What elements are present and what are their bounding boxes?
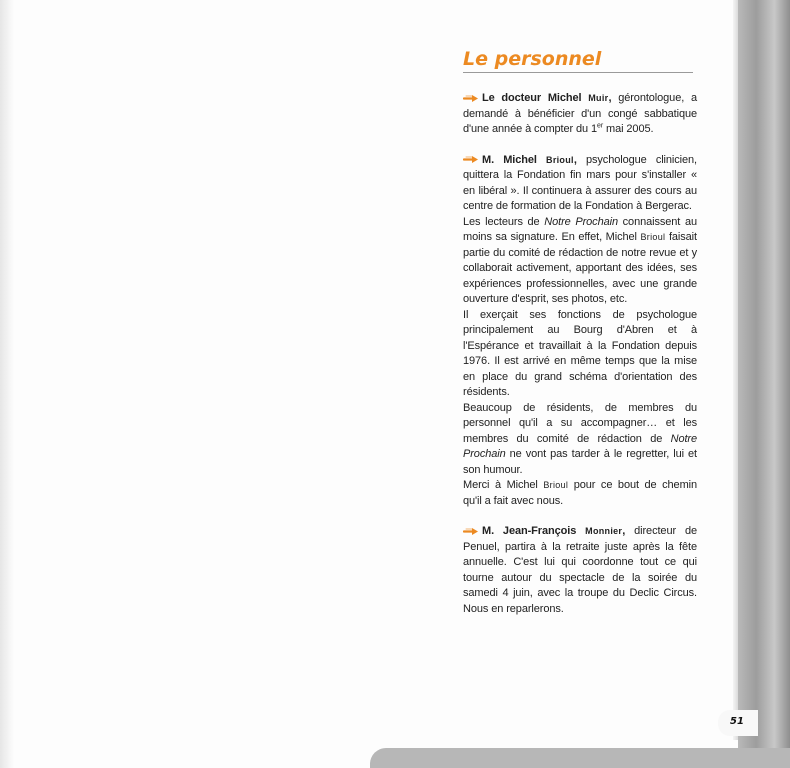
text-run: connaissent au moins sa signature. En effet, Michel (463, 215, 697, 243)
page-gutter-shadow (0, 0, 14, 768)
paragraph-thanks (463, 478, 697, 509)
magazine-title: Notre Prochain (463, 432, 697, 460)
article-column (463, 46, 697, 617)
section-heading: Le personnel (463, 48, 602, 70)
text-run: Merci à Michel (463, 479, 544, 491)
entry-text: gérontologue, a demandé à bénéficier d'un congé sabbatique d'une année à compter du 1 (463, 92, 697, 135)
paragraph-readers (463, 215, 697, 308)
paragraph-career: Il exerçait ses fonctions de psychologue principalement au Bourg d'Abren et à l'Espérance et travaillait à la Fondation depuis 1976. Il est arrivé en même temps que la mise en place du grand schéma d'orientation des résidents. (463, 308, 697, 398)
staff-entry-muir (463, 91, 697, 138)
staff-name: M. Jean-François (482, 525, 577, 537)
entry-text: directeur de Penuel, partira à la retraite juste après la fête annuelle. C'est lui qui coordonne tout ce qui tourne autour du spectacle de la soirée du samedi 4 juin, avec la troupe du Declic Circus. Nous en reparlerons. (463, 525, 697, 615)
text-run: Les lecteurs de (463, 215, 545, 228)
binding-strip (738, 0, 790, 768)
staff-surname: Monnier (585, 526, 623, 536)
name-comma: , (608, 92, 612, 104)
entry-text: psychologue clinicien, quittera la Fondation fin mars pour s'installer « en libéral ». Il continuera à assurer des cours au centre de formation de la Fondation à Bergerac. (463, 153, 697, 212)
staff-surname: Brioul (543, 480, 569, 490)
arrow-right-icon (463, 527, 479, 536)
paragraph-farewell (463, 401, 697, 479)
heading-rule (463, 72, 693, 73)
staff-entry-brioul (463, 153, 697, 215)
magazine-title: Notre Prochain (544, 215, 618, 228)
arrow-right-icon (463, 94, 479, 103)
staff-surname: Brioul (640, 232, 666, 242)
staff-name: M. Michel (482, 153, 537, 166)
staff-surname: Brioul (546, 154, 574, 165)
text-run: ne vont pas tarder à le regretter, lui et son humour. (463, 448, 697, 476)
staff-entry-monnier (463, 524, 697, 617)
bottom-band (370, 748, 790, 768)
text-run: pour ce bout de chemin qu'il a fait avec nous. (463, 479, 697, 507)
superscript: er (597, 122, 604, 130)
text-run: faisait partie du comité de rédaction de notre revue et y collaborait activement, apportant des idées, ses expériences professionnelles, avec une grande ouverture d'esprit, ses photos, etc. (463, 231, 697, 305)
staff-name: Le docteur Michel (482, 92, 582, 104)
text-run: Beaucoup de résidents, de membres du personnel qu'il a su accompagner… et les membres du comité de rédaction de (463, 401, 697, 445)
page-number: 51 (730, 716, 744, 727)
name-comma: , (573, 153, 577, 166)
entry-text-end: mai 2005. (603, 123, 654, 135)
arrow-right-icon (463, 155, 479, 164)
name-comma: , (622, 525, 626, 537)
staff-surname: Muir (588, 93, 609, 103)
